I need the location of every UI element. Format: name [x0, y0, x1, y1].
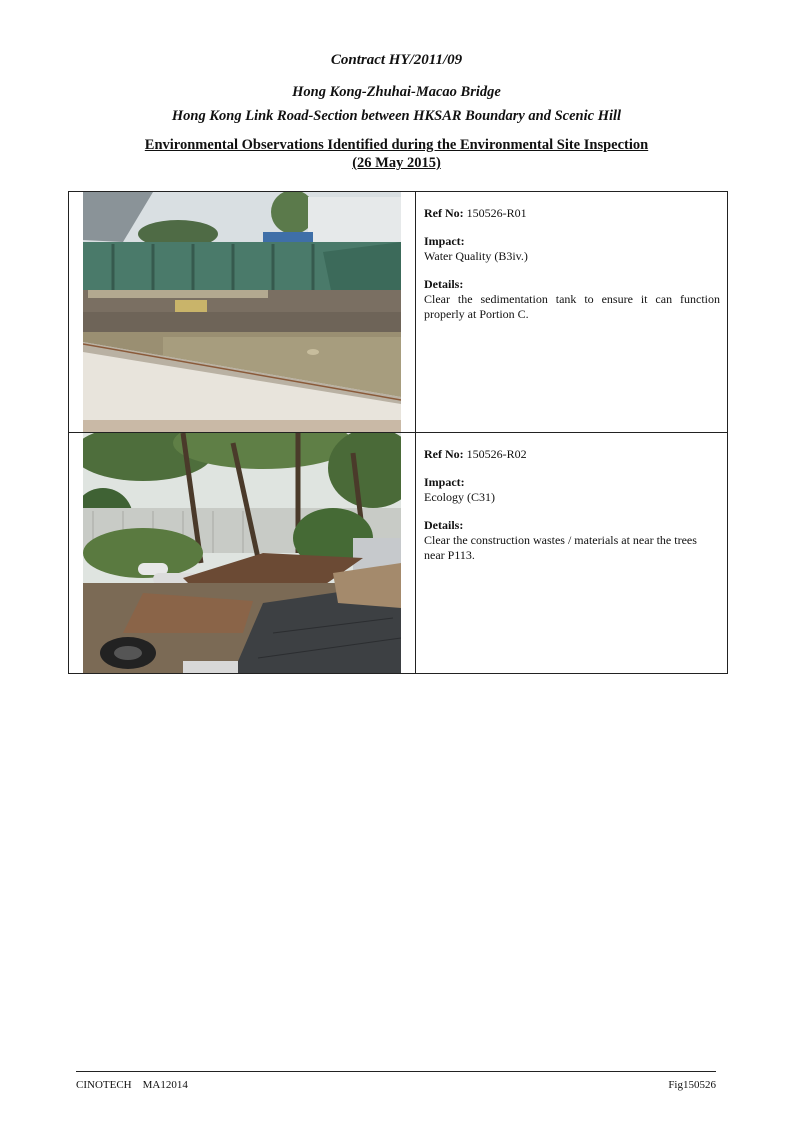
observations-table: [68, 191, 728, 674]
impact-label: Impact:: [424, 475, 465, 489]
observation-details: [416, 433, 728, 674]
impact-value: Ecology (C31): [424, 490, 495, 504]
details-text: Clear the sedimentation tank to ensure it can function properly at Portion C.: [424, 292, 720, 321]
ref-number: 150526-R02: [466, 447, 527, 461]
project-name: Hong Kong-Zhuhai-Macao Bridge: [292, 84, 501, 100]
inspection-date: (26 May 2015): [352, 155, 441, 171]
footer-figure-number: Fig150526: [668, 1079, 716, 1091]
ref-label: Ref No:: [424, 206, 464, 220]
observation-row: [69, 192, 728, 433]
ref-label: Ref No:: [424, 447, 464, 461]
footer-doc-ref: MA12014: [142, 1079, 188, 1091]
footer-divider: [76, 1071, 716, 1072]
details-label: Details:: [424, 277, 464, 291]
footer-company: CINOTECH: [76, 1079, 132, 1091]
ref-number: 150526-R01: [466, 206, 527, 220]
project-section: Hong Kong Link Road-Section between HKSAR Boundary and Scenic Hill: [171, 108, 622, 124]
photo-cell: [69, 192, 416, 433]
report-title: Environmental Observations Identified during the Environmental Site Inspection: [144, 137, 649, 153]
details-label: Details:: [424, 518, 464, 532]
footer-left: [76, 1079, 188, 1091]
site-photo-construction-waste: [83, 433, 401, 673]
site-photo-sedimentation-tank: [83, 192, 401, 432]
details-text: Clear the construction wastes / materials at near the trees near P113.: [424, 533, 697, 562]
photo-cell: [69, 433, 416, 674]
contract-number: Contract HY/2011/09: [330, 52, 463, 68]
impact-label: Impact:: [424, 234, 465, 248]
observation-row: [69, 433, 728, 674]
impact-value: Water Quality (B3iv.): [424, 249, 528, 263]
observation-details: [416, 192, 728, 433]
